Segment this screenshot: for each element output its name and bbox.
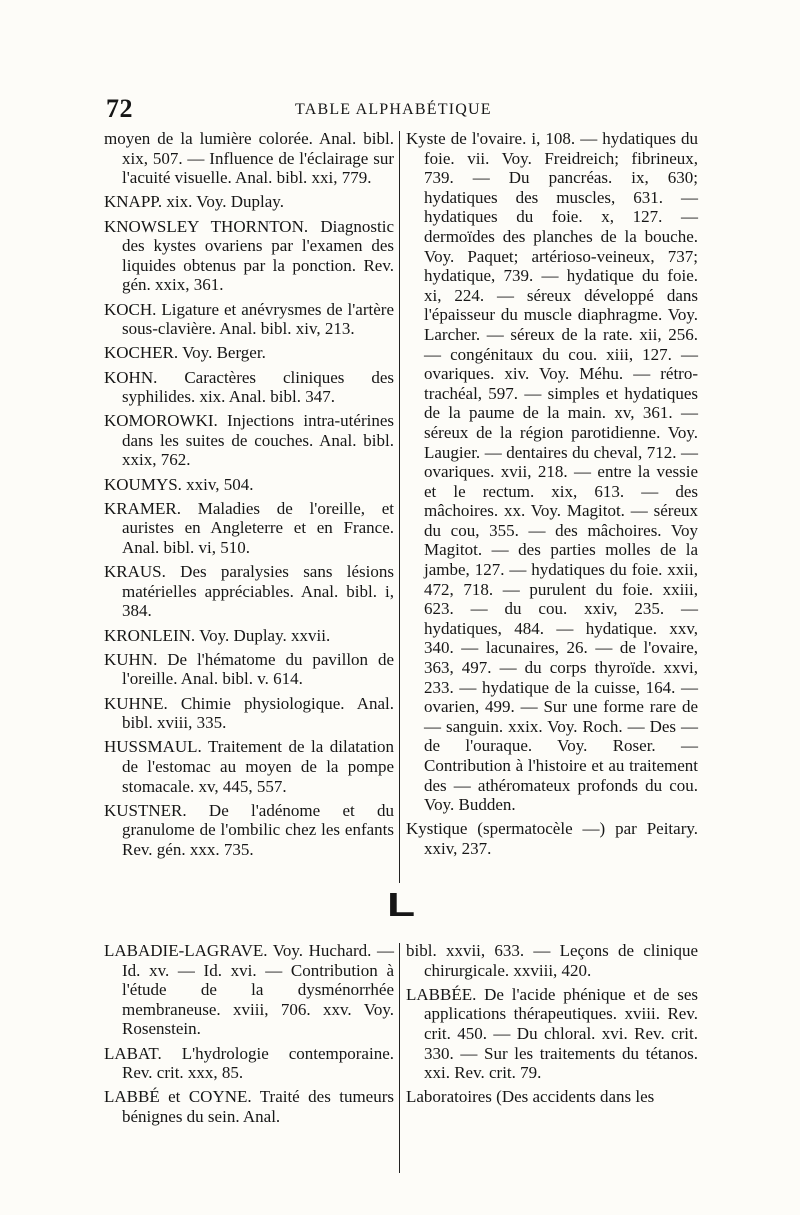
- index-entry: LABAT. L'hydrologie contemporaine. Rev. crit. xxx, 85.: [104, 1043, 394, 1083]
- index-entry: KRONLEIN. Voy. Duplay. xxvii.: [104, 625, 331, 645]
- index-entry: LABBÉE. De l'acide phénique et de ses applications thérapeutiques. xviii. Rev. crit. 450. — Du chloral. xvi. Rev. crit. 330. — Sur les traitements du tétanos. xxi. Rev. crit. 79.: [406, 984, 698, 1083]
- index-entry: moyen de la lumière colorée. Anal. bibl. xix, 507. — Influence de l'éclairage sur l'acuité visuelle. Anal. bibl. xxi, 779.: [104, 129, 394, 188]
- left-column-top: [104, 129, 394, 864]
- index-entry-kystique: Kystique (spermatocèle —) par Peitary. xxiv, 237.: [406, 819, 698, 858]
- index-entry: KNOWSLEY THORNTON. Diagnostic des kystes ovariens par l'examen des liquides obtenus par la ponction. Rev. gén. xxix, 361.: [104, 216, 394, 295]
- running-head: TABLE ALPHABÉTIQUE: [295, 101, 492, 118]
- index-entry-kyste: Kyste de l'ovaire. i, 108. — hydatiques du foie. vii. Voy. Freidreich; fibrineux, 739. — Du pancréas. ix, 630; hydatiques des muscles, 631. — hydatiques du foie. x, 127. — dermoïdes des planches de la bouche. Voy. Paquet; artérioso-veineux, 737; hydatique, 739. — hydatique du foie. xi, 224. — séreux développé dans l'épaisseur du muscle diaphragme. Voy. Larcher. — séreux de la rate. xii, 256. — congénitaux du cou. xiii, 127. — ovariques. xiv. Voy. Méhu. — rétro-trachéal, 597. — simples et hydatiques de la paume de la main. xv, 361. — séreux de la région parotidienne. Voy. Laugier. — dentaires du cheval, 712. — ovariques. xvii, 218. — entre la vessie et le rectum. xix, 613. — des mâchoires. xx. Voy. Magitot. — séreux du cou, 355. — des mâchoires. Voy Magitot. — des parties molles de la jambe, 127. — hydatiques du foie. xxii, 472, 718. — purulent du foie. xxiii, 623. — du cou. xxiv, 235. — hydatiques, 484. — hydatique. xxv, 340. — lacunaires, 26. — de l'ovaire, 363, 497. — du corps thyroïde. xxvi, 233. — hydatique de la cuisse, 164. — ovarien, 499. — Sur une forme rare de — sanguin. xxix. Voy. Roch. — Des — de l'ouraque. Voy. Roser. — Contribution à l'histoire et au traitement des — athéromateux profonds du cou. Voy. Budden.: [406, 129, 698, 815]
- index-entry: KRAMER. Maladies de l'oreille, et auristes en Angleterre et en France. Anal. bibl. vi, 510.: [104, 498, 394, 558]
- right-column-top: [406, 129, 698, 863]
- index-entry: KUHN. De l'hématome du pavillon de l'oreille. Anal. bibl. v. 614.: [104, 649, 394, 689]
- index-entry: KOCH. Ligature et anévrysmes de l'artère sous-clavière. Anal. bibl. xiv, 213.: [104, 299, 394, 339]
- index-entry: HUSSMAUL. Traitement de la dilatation de l'estomac au moyen de la pompe stomacale. xv, 445, 557.: [104, 737, 394, 796]
- index-entry: KOHN. Caractères cliniques des syphilides. xix. Anal. bibl. 347.: [104, 367, 394, 407]
- index-entry: KRAUS. Des paralysies sans lésions matérielles appréciables. Anal. bibl. i, 384.: [104, 562, 394, 621]
- index-entry: KOCHER. Voy. Berger.: [104, 343, 266, 363]
- index-entry-laboratoires: Laboratoires (Des accidents dans les: [406, 1087, 655, 1107]
- index-entry-continued: bibl. xxvii, 633. — Leçons de clinique chirurgicale. xxviii, 420.: [406, 941, 698, 980]
- left-column-bottom: [104, 941, 394, 1131]
- page-number: 72: [106, 94, 133, 123]
- index-entry: KUSTNER. De l'adénome et du granulome de l'ombilic chez les enfants Rev. gén. xxx. 735.: [104, 800, 394, 859]
- right-column-bottom: [406, 941, 698, 1112]
- column-divider-bottom: [399, 943, 400, 1173]
- section-letter: L: [386, 885, 414, 924]
- column-divider-top: [399, 131, 400, 883]
- index-entry: LABADIE-LAGRAVE. Voy. Huchard. — Id. xv. — Id. xvi. — Contribution à l'étude de la dysménorrhée membraneuse. xviii, 706. xxv. Voy. Rosenstein.: [104, 941, 394, 1039]
- index-entry: KUHNE. Chimie physiologique. Anal. bibl. xviii, 335.: [104, 693, 394, 733]
- index-entry: KOUMYS. xxiv, 504.: [104, 474, 254, 494]
- index-entry: KOMOROWKI. Injections intra-utérines dans les suites de couches. Anal. bibl. xxix, 762.: [104, 411, 394, 470]
- index-entry: KNAPP. xix. Voy. Duplay.: [104, 192, 284, 212]
- index-entry: LABBÉ et COYNE. Traité des tumeurs bénignes du sein. Anal.: [104, 1087, 394, 1126]
